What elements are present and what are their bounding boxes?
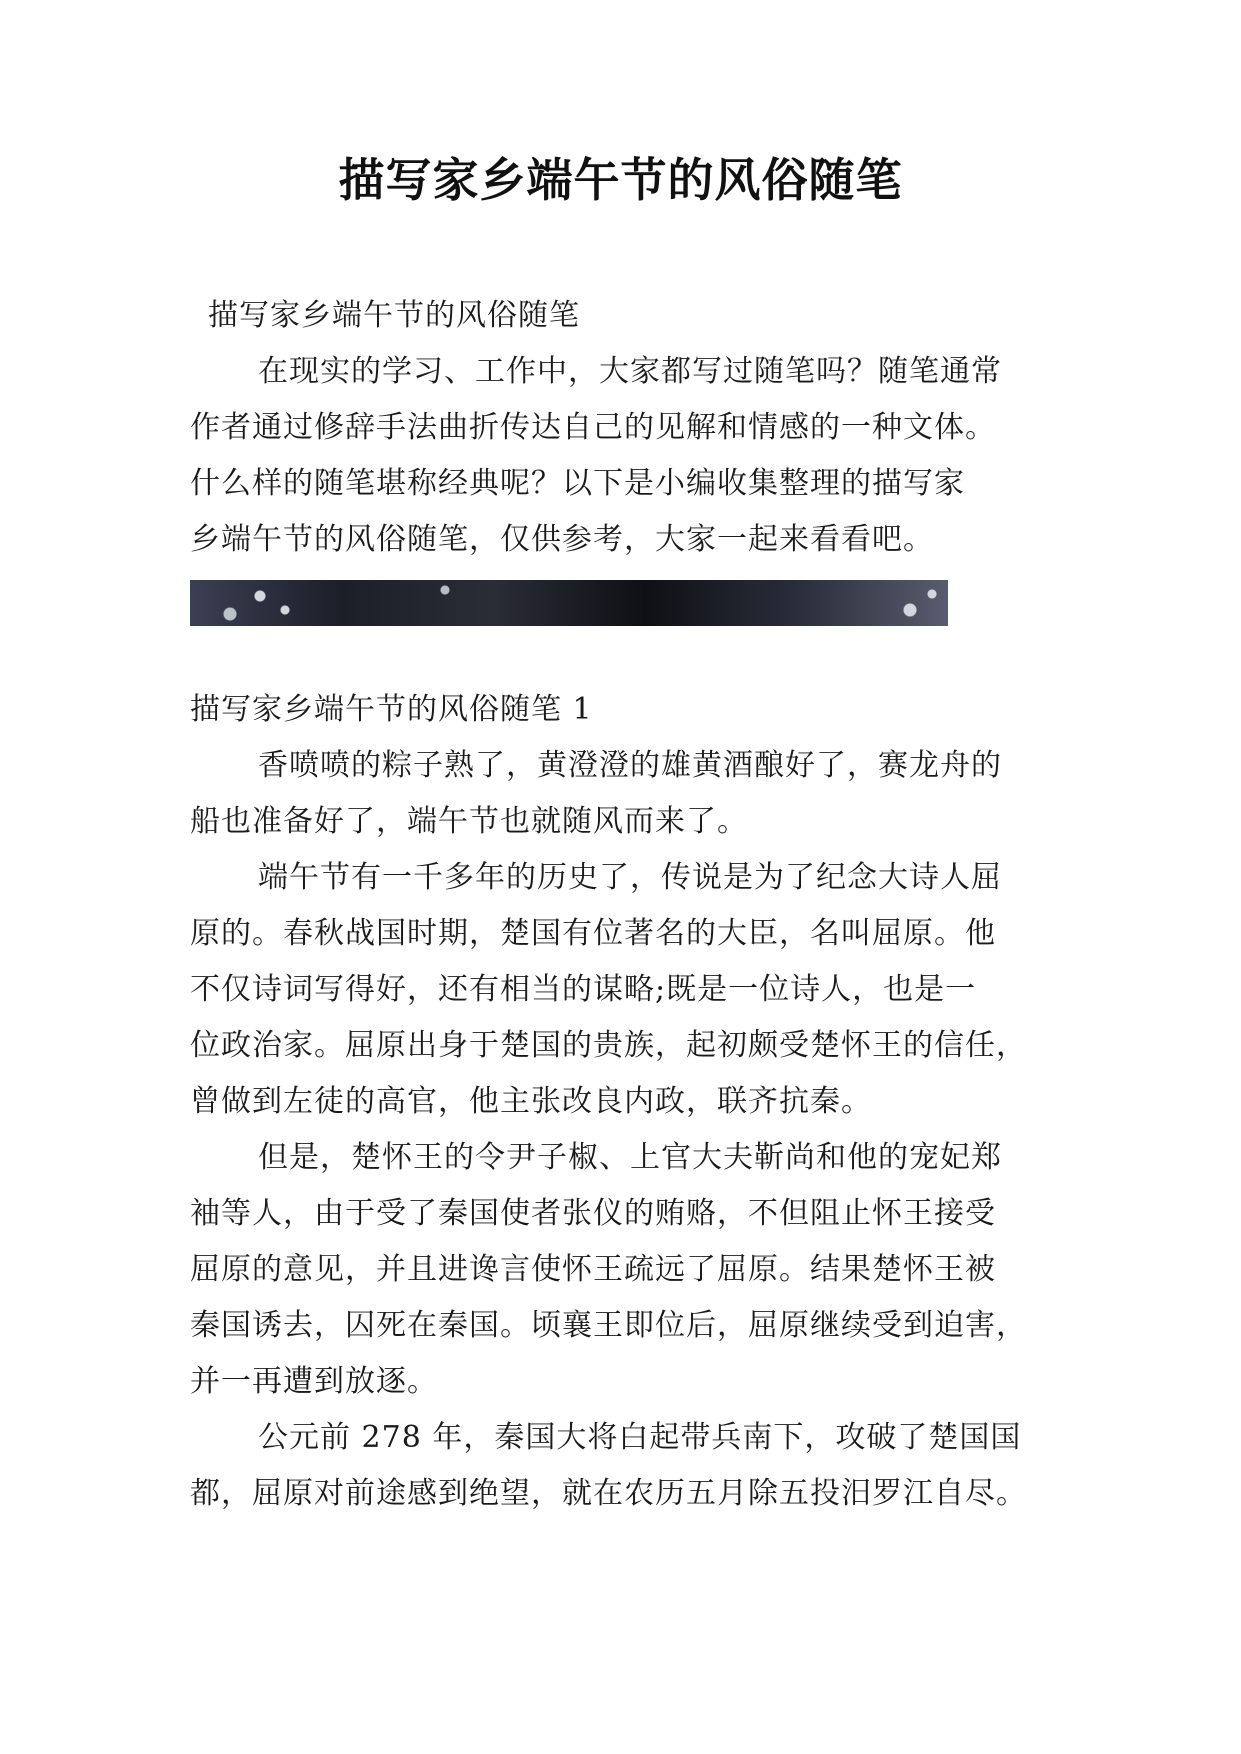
paragraph-line: 不仅诗词写得好，还有相当的谋略;既是一位诗人，也是一 [190, 972, 977, 1007]
paragraph-line: 都，屈原对前途感到绝望，就在农历五月除五投汨罗江自尽。 [190, 1476, 1027, 1511]
paragraph-line: 曾做到左徒的高官，他主张改良内政，联齐抗秦。 [190, 1084, 872, 1119]
document-body [190, 288, 1070, 1522]
intro-line: 在现实的学习、工作中，大家都写过随笔吗？随笔通常 [258, 354, 1002, 389]
paragraph-line: 并一再遭到放逐。 [190, 1364, 438, 1399]
paragraph-line: 袖等人，由于受了秦国使者张仪的贿赂，不但阻止怀王接受 [190, 1196, 996, 1231]
document-subtitle: 描写家乡端午节的风俗随笔 [208, 298, 580, 333]
document-title: 描写家乡端午节的风俗随笔 [338, 153, 903, 207]
paragraph-line: 位政治家。屈原出身于楚国的贵族，起初颇受楚怀王的信任， [190, 1028, 1027, 1063]
intro-line: 什么样的随笔堪称经典呢？以下是小编收集整理的描写家 [190, 466, 965, 501]
paragraph-line: 秦国诱去，囚死在秦国。顷襄王即位后，屈原继续受到迫害， [190, 1308, 1027, 1343]
section-heading: 描写家乡端午节的风俗随笔 1 [190, 692, 593, 727]
intro-line: 乡端午节的风俗随笔，仅供参考，大家一起来看看吧。 [190, 522, 934, 557]
paragraph-line: 原的。春秋战国时期，楚国有位著名的大臣，名叫屈原。他 [190, 916, 996, 951]
paragraph-line: 船也准备好了，端午节也就随风而来了。 [190, 804, 748, 839]
paragraph-line: 但是，楚怀王的令尹子椒、上官大夫靳尚和他的宠妃郑 [258, 1140, 1002, 1175]
intro-line: 作者通过修辞手法曲折传达自己的见解和情感的一种文体。 [190, 410, 996, 445]
paragraph-line: 公元前 278 年，秦国大将白起带兵南下，攻破了楚国国 [258, 1420, 1022, 1455]
paragraph-line: 端午节有一千多年的历史了，传说是为了纪念大诗人屈 [258, 860, 1002, 895]
decorative-photo-strip [190, 580, 948, 626]
spacer [190, 626, 1070, 682]
paragraph-line: 香喷喷的粽子熟了，黄澄澄的雄黄酒酿好了，赛龙舟的 [258, 748, 1002, 783]
paragraph-line: 屈原的意见，并且进谗言使怀王疏远了屈原。结果楚怀王被 [190, 1252, 996, 1287]
